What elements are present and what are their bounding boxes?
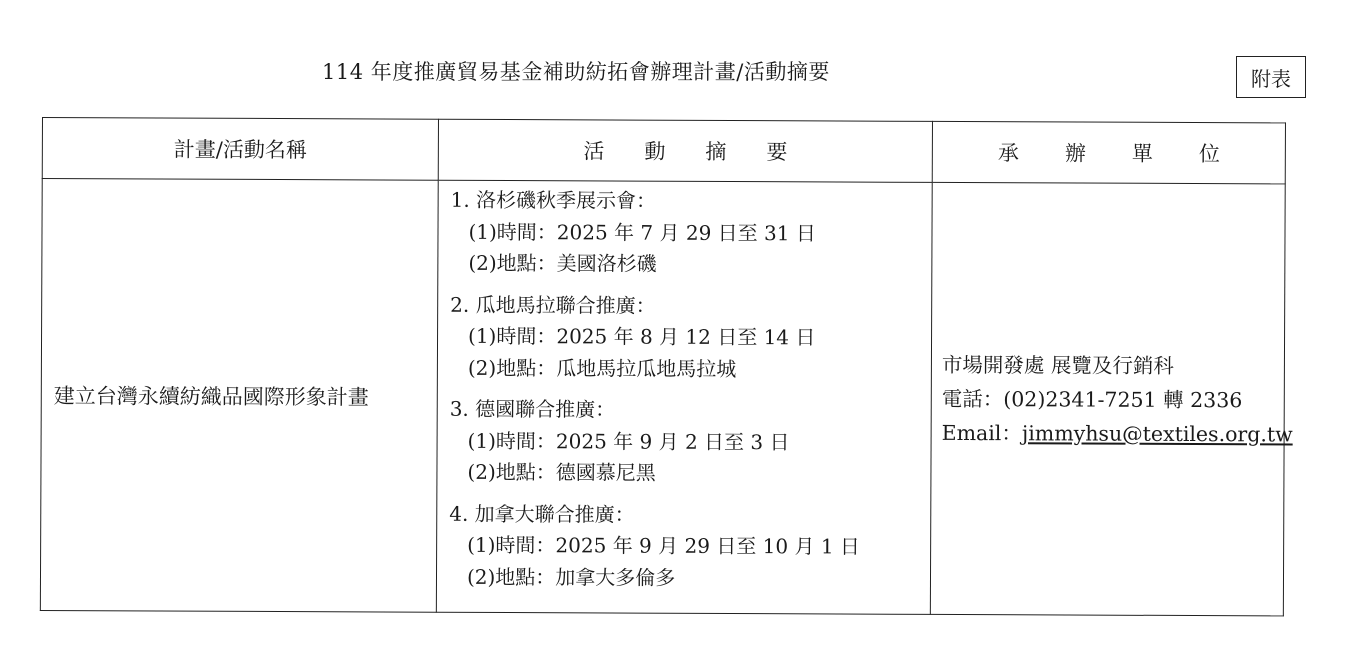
activity-title: 2. 瓜地馬拉聯合推廣：: [450, 292, 656, 318]
activity-time: (1)時間：2025 年 9 月 2 日至 3 日: [467, 428, 790, 454]
contact-cell: [930, 182, 1293, 616]
activity-place: (2)地點：加拿大多倫多: [466, 564, 676, 590]
activity-title: 3. 德國聯合推廣：: [449, 396, 616, 422]
column-header-activity: 活動摘要: [438, 119, 932, 182]
annex-label: 附表: [1236, 56, 1306, 98]
activity-time: (1)時間：2025 年 8 月 12 日至 14 日: [467, 323, 816, 350]
program-name: 建立台灣永續紡織品國際形象計畫: [40, 179, 438, 613]
list-item: [450, 289, 931, 386]
contact-email-line: [941, 415, 1293, 450]
activity-time: (1)時間：2025 年 9 月 29 日至 10 月 1 日: [467, 532, 860, 559]
column-header-unit: 承辦單位: [932, 121, 1285, 184]
column-header-program: 計畫/活動名稱: [42, 118, 438, 181]
activity-place: (2)地點：德國慕尼黑: [467, 459, 656, 485]
activity-time: (1)時間：2025 年 7 月 29 日至 31 日: [468, 219, 816, 245]
email-prefix: Email：: [941, 420, 1022, 445]
contact-unit: 市場開發處 展覽及行銷科: [941, 352, 1175, 378]
document-title: 114 年度推廣貿易基金補助紡拓會辦理計畫/活動摘要: [322, 60, 830, 84]
table-header-row: [42, 118, 1285, 184]
activity-place: (2)地點：瓜地馬拉瓜地馬拉城: [467, 355, 737, 381]
email-link[interactable]: jimmyhsu@textiles.org.tw: [1021, 420, 1293, 446]
activity-place: (2)地點：美國洛杉磯: [468, 250, 657, 276]
activity-list: [436, 180, 932, 614]
activity-title: 1. 洛杉磯秋季展示會：: [450, 187, 657, 213]
activity-title: 4. 加拿大聯合推廣：: [449, 501, 635, 527]
list-item: [449, 498, 930, 595]
list-item: [450, 185, 931, 282]
contact-phone: 電話：(02)2341-7251 轉 2336: [941, 386, 1243, 412]
table-row: [40, 179, 1285, 616]
summary-table: [40, 117, 1293, 616]
list-item: [449, 394, 930, 491]
